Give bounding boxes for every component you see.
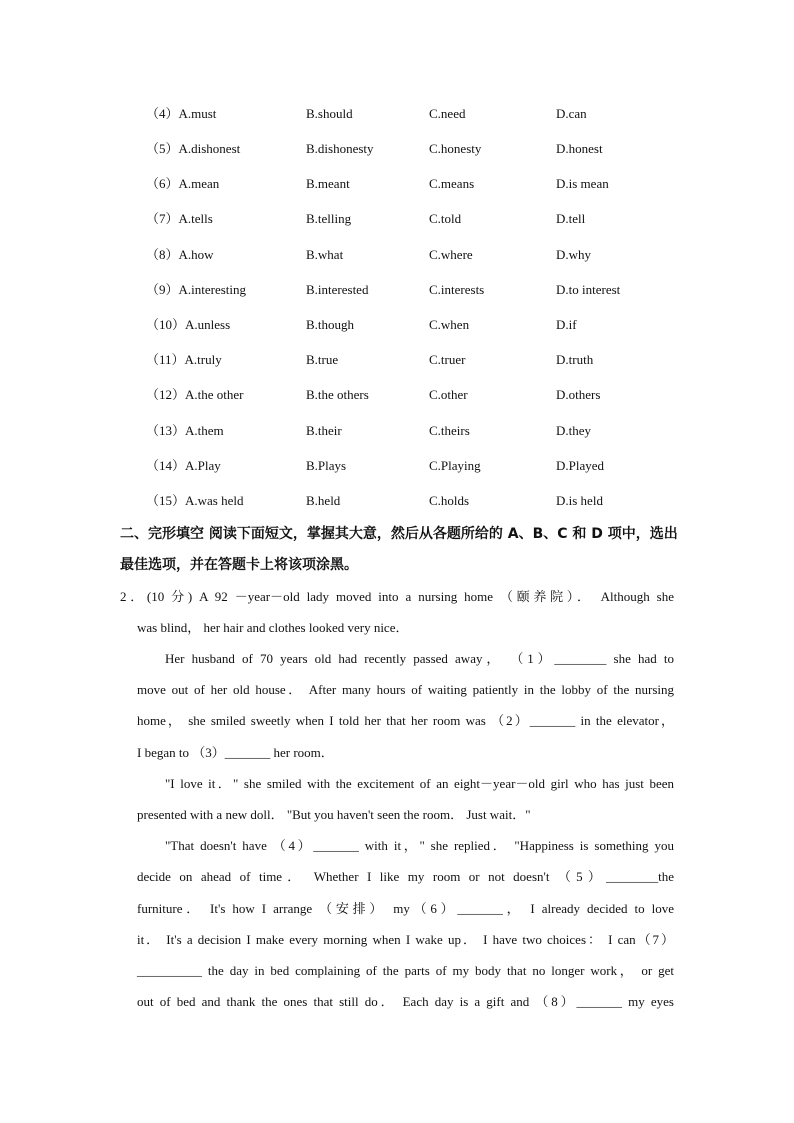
option-c: C.where <box>429 247 473 262</box>
option-a: （12）A.the other <box>146 387 244 402</box>
option-a: （6）A.mean <box>146 176 220 191</box>
option-d: D.if <box>556 317 577 332</box>
passage-line: __________ the day in bed complaining of the parts of my body that no longer work， or get <box>137 963 674 978</box>
option-c: C.interests <box>429 282 485 297</box>
option-a: （13）A.them <box>146 423 224 438</box>
section-heading: 二、完形填空 阅读下面短文，掌握其大意，然后从各题所给的 A、B、C 和 D 项中，选出最佳选项，并在答题卡上将该项涂黑。 <box>120 526 678 573</box>
passage-line: move out of her old house． After many hours of waiting patiently in the lobby of the nursing <box>137 682 674 697</box>
option-row <box>0 385 794 405</box>
option-row <box>0 209 794 229</box>
passage-line: furniture． It's how I arrange （安排） my（6）_______， I already decided to love <box>137 901 674 916</box>
passage-line: was blind， her hair and clothes looked very nice． <box>137 620 409 635</box>
option-c: C.honesty <box>429 141 482 156</box>
option-c: C.theirs <box>429 423 470 438</box>
option-c: C.other <box>429 387 468 402</box>
option-b: B.should <box>306 106 353 121</box>
option-d: D.others <box>556 387 601 402</box>
option-c: C.means <box>429 176 475 191</box>
option-c: C.Playing <box>429 458 481 473</box>
option-row <box>0 280 794 300</box>
option-row <box>0 456 794 476</box>
option-c: C.truer <box>429 352 466 367</box>
option-a: （15）A.was held <box>146 493 244 508</box>
option-a: （7）A.tells <box>146 211 213 226</box>
passage-line: I began to （3）_______ her room． <box>137 745 334 760</box>
option-a: （5）A.dishonest <box>146 141 241 156</box>
option-c: C.need <box>429 106 466 121</box>
option-b: B.though <box>306 317 355 332</box>
passage-line: 2．(10 分) A 92 －year－old lady moved into a nursing home （颐养院）． Although she <box>120 589 674 604</box>
option-c: C.holds <box>429 493 470 508</box>
option-d: D.why <box>556 247 592 262</box>
option-row <box>0 350 794 370</box>
passage-line: presented with a new doll． "But you haven't seen the room． Just wait．" <box>137 807 531 822</box>
option-b: B.the others <box>306 387 369 402</box>
option-d: D.can <box>556 106 587 121</box>
passage-line: home， she smiled sweetly when I told her that her room was （2）_______ in the elevator， <box>137 713 674 728</box>
option-b: B.meant <box>306 176 350 191</box>
passage-line: out of bed and thank the ones that still do． Each day is a gift and （8）_______ my eyes <box>137 994 674 1009</box>
option-b: B.their <box>306 423 342 438</box>
passage-line: decide on ahead of time． Whether I like my room or not doesn't （5）________the <box>137 869 674 884</box>
option-b: B.true <box>306 352 339 367</box>
option-b: B.held <box>306 493 341 508</box>
option-d: D.tell <box>556 211 586 226</box>
option-d: D.is held <box>556 493 603 508</box>
option-row <box>0 104 794 124</box>
option-row <box>0 491 794 511</box>
option-row <box>0 245 794 265</box>
option-a: （8）A.how <box>146 247 214 262</box>
option-a: （9）A.interesting <box>146 282 247 297</box>
option-d: D.they <box>556 423 592 438</box>
option-d: D.Played <box>556 458 605 473</box>
option-d: D.is mean <box>556 176 609 191</box>
option-a: （4）A.must <box>146 106 217 121</box>
option-b: B.what <box>306 247 344 262</box>
passage-line: it． It's a decision I make every morning when I wake up． I have two choices： I can（7） <box>137 932 674 947</box>
option-a: （14）A.Play <box>146 458 221 473</box>
option-c: C.told <box>429 211 462 226</box>
option-c: C.when <box>429 317 470 332</box>
option-b: B.interested <box>306 282 369 297</box>
option-row <box>0 139 794 159</box>
option-row <box>0 315 794 335</box>
option-row <box>0 421 794 441</box>
passage-line: "I love it．" she smiled with the excitement of an eight－year－old girl who has just been <box>165 776 674 791</box>
option-b: B.dishonesty <box>306 141 374 156</box>
option-d: D.honest <box>556 141 603 156</box>
option-d: D.to interest <box>556 282 621 297</box>
option-b: B.telling <box>306 211 352 226</box>
passage-line: "That doesn't have （4）_______ with it，" she replied． "Happiness is something you <box>165 838 674 853</box>
option-d: D.truth <box>556 352 594 367</box>
option-a: （10）A.unless <box>146 317 231 332</box>
passage-line: Her husband of 70 years old had recently passed away， （1）________ she had to <box>165 651 674 666</box>
option-row <box>0 174 794 194</box>
option-b: B.Plays <box>306 458 347 473</box>
option-a: （11）A.truly <box>146 352 222 367</box>
